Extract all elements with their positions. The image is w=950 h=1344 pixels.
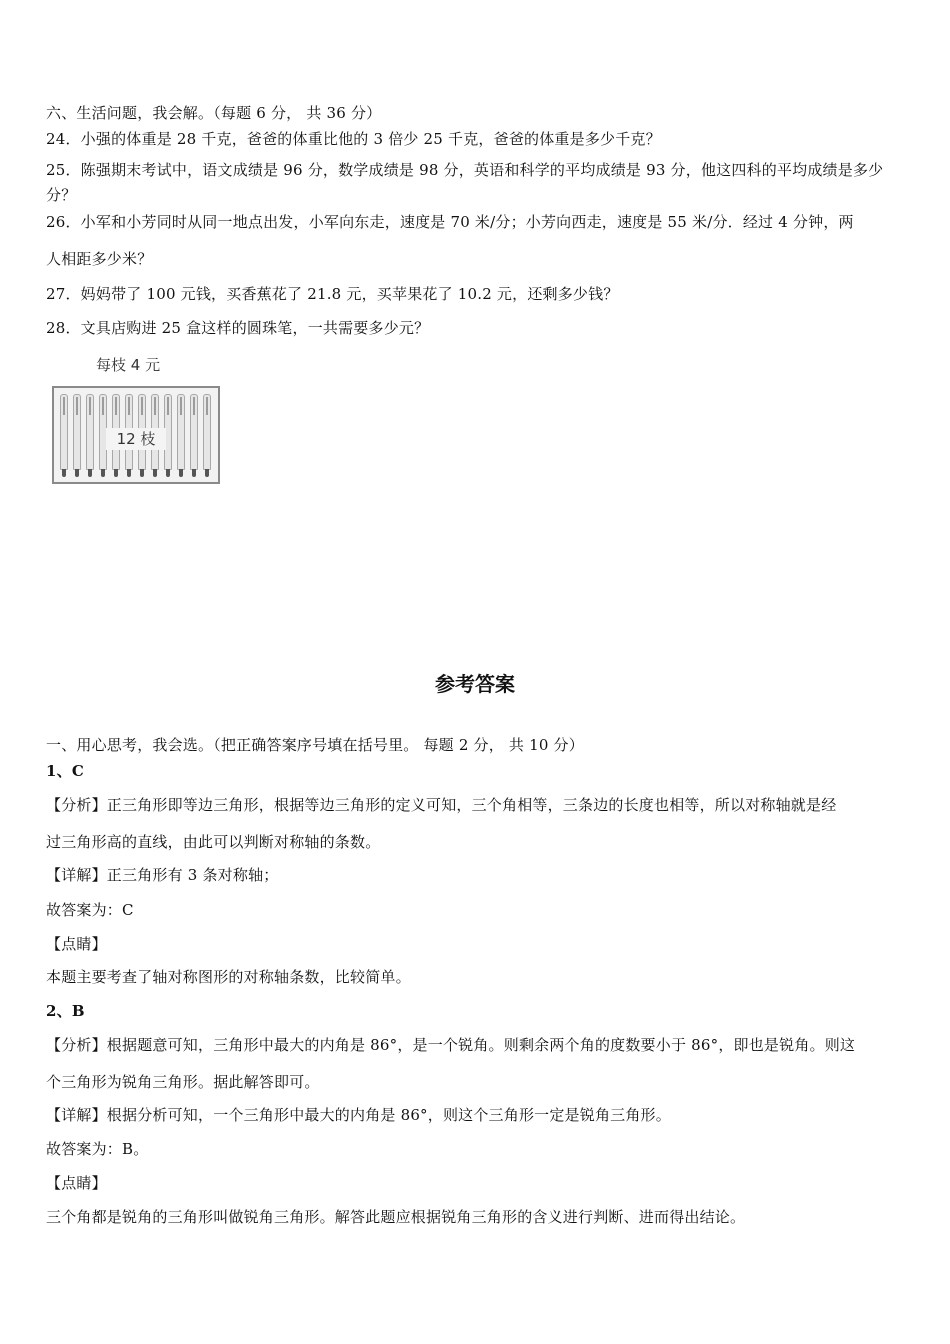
pen-icon bbox=[177, 394, 185, 470]
answer-1-analysis-line2: 过三角形高的直线，由此可以判断对称轴的条数。 bbox=[46, 833, 381, 851]
answers-section1-heading: 一、用心思考，我会选。（把正确答案序号填在括号里。 每题 2 分， 共 10 分） bbox=[46, 736, 584, 754]
question-26-line2: 人相距多少米？ bbox=[46, 250, 153, 268]
question-27: 27．妈妈带了 100 元钱，买香蕉花了 21.8 元，买苹果花了 10.2 元，还剩多少钱？ bbox=[46, 285, 619, 303]
pen-icon bbox=[60, 394, 68, 470]
answer-1-analysis-line1: 【分析】正三角形即等边三角形，根据等边三角形的定义可知，三个角相等，三条边的长度也相等，所以对称轴就是经 bbox=[46, 796, 837, 814]
pen-price-label: 每枝 4 元 bbox=[96, 356, 161, 374]
answer-1-label: 1、C bbox=[46, 762, 84, 780]
pen-icon bbox=[86, 394, 94, 470]
answer-2-analysis-line2: 个三角形为锐角三角形。据此解答即可。 bbox=[46, 1073, 320, 1091]
question-24: 24．小强的体重是 28 千克，爸爸的体重比他的 3 倍少 25 千克，爸爸的体重是多少千克？ bbox=[46, 130, 661, 148]
answer-1-comment: 本题主要考查了轴对称图形的对称轴条数，比较简单。 bbox=[46, 968, 411, 986]
pen-box bbox=[52, 386, 220, 484]
question-26-line1: 26．小军和小芳同时从同一地点出发，小军向东走，速度是 70 米/分；小芳向西走，速度是 55 米/分．经过 4 分钟，两 bbox=[46, 213, 854, 231]
answer-2-comment-label: 【点睛】 bbox=[46, 1174, 107, 1192]
answer-2-detail: 【详解】根据分析可知，一个三角形中最大的内角是 86°，则这个三角形一定是锐角三角形。 bbox=[46, 1106, 671, 1124]
section6-heading: 六、生活问题，我会解。（每题 6 分， 共 36 分） bbox=[46, 104, 382, 122]
answer-2-analysis-line1: 【分析】根据题意可知，三角形中最大的内角是 86°，是一个锐角。则剩余两个角的度数要小于 86°，即也是锐角。则这 bbox=[46, 1036, 856, 1054]
pen-icon bbox=[203, 394, 211, 470]
pen-box-figure bbox=[52, 350, 224, 486]
answer-2-label: 2、B bbox=[46, 1002, 85, 1020]
answer-2-answer: 故答案为：B。 bbox=[46, 1140, 149, 1158]
pen-count-label: 12 枝 bbox=[106, 428, 166, 450]
answer-1-comment-label: 【点睛】 bbox=[46, 935, 107, 953]
pen-icon bbox=[73, 394, 81, 470]
question-25: 25．陈强期末考试中，语文成绩是 96 分，数学成绩是 98 分，英语和科学的平均成绩是 93 分，他这四科的平均成绩是多少分？ bbox=[46, 161, 884, 204]
answer-1-detail: 【详解】正三角形有 3 条对称轴； bbox=[46, 866, 279, 884]
question-28: 28．文具店购进 25 盒这样的圆珠笔，一共需要多少元？ bbox=[46, 319, 430, 337]
answer-1-answer: 故答案为：C bbox=[46, 901, 134, 919]
pen-icon bbox=[190, 394, 198, 470]
answer-2-comment: 三个角都是锐角的三角形叫做锐角三角形。解答此题应根据锐角三角形的含义进行判断、进而得出结论。 bbox=[46, 1208, 746, 1226]
answers-title: 参考答案 bbox=[435, 672, 515, 696]
